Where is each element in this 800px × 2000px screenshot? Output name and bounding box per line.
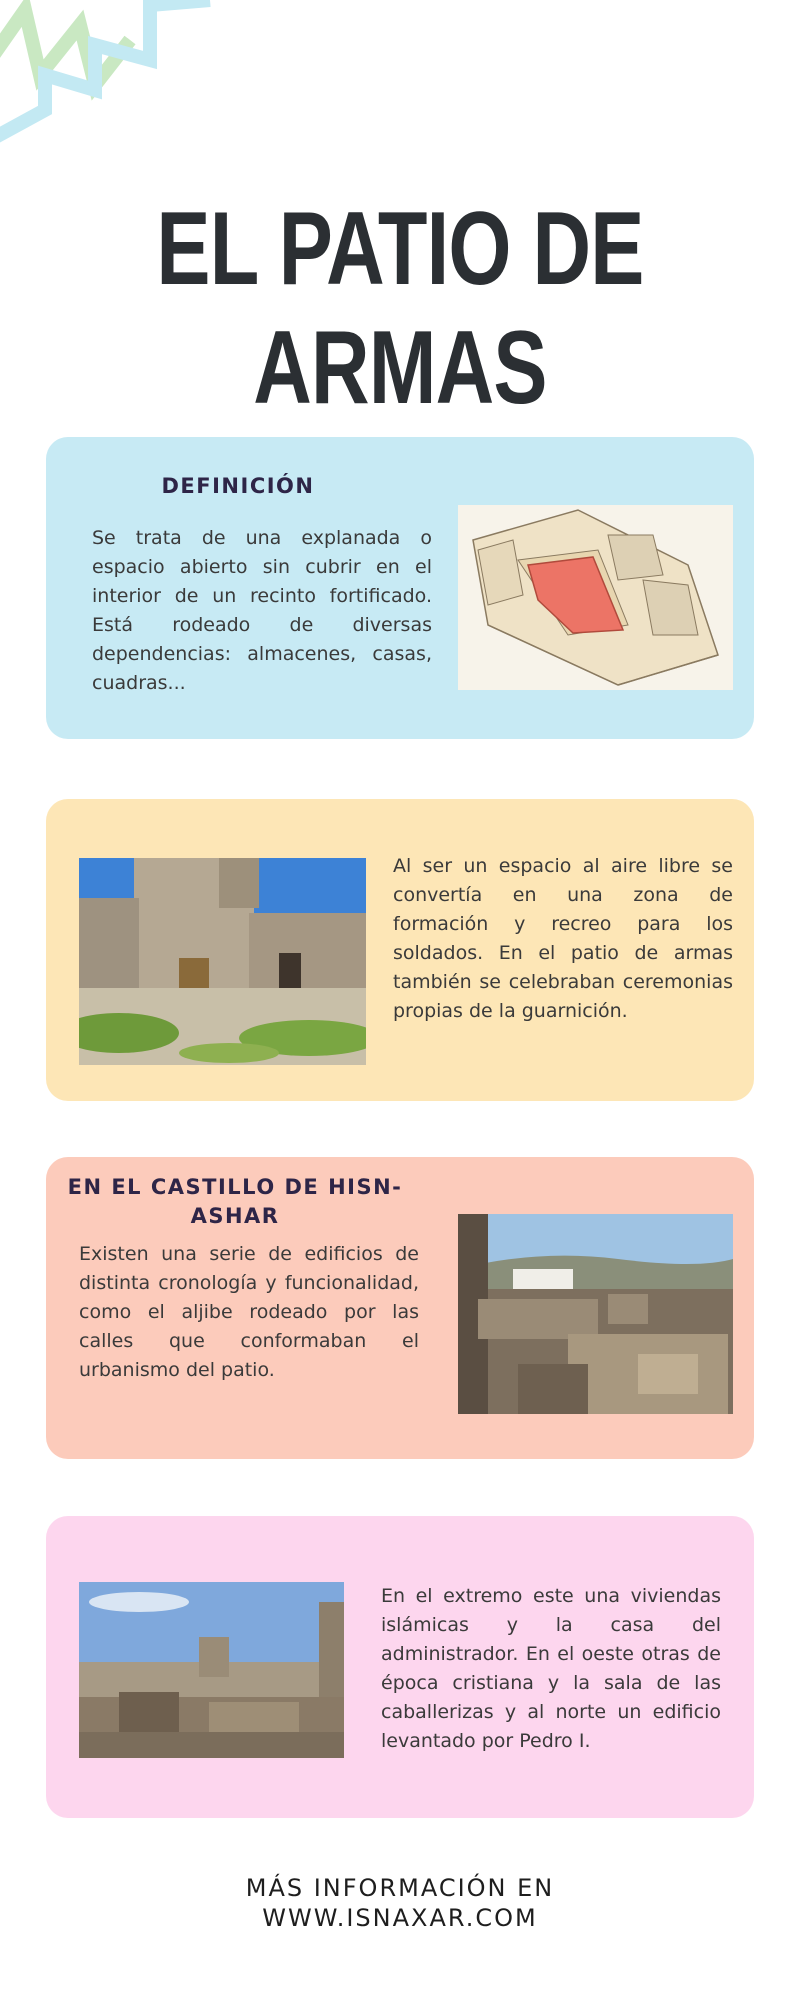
page-title: EL PATIO DE ARMAS (156, 191, 644, 426)
footer-info (0, 1873, 800, 1933)
section-text-castillo: Existen una serie de edificios de distinta cronología y funcionalidad, como el aljibe rodeado por las calles que conformaban el urbanismo del patio. (79, 1243, 419, 1381)
card-formacion (46, 799, 754, 1101)
castle-ruins-photo (458, 1214, 733, 1414)
card-viviendas (46, 1516, 754, 1818)
section-text-definicion: Se trata de una explanada o espacio abierto sin cubrir en el interior de un recinto fortificado. Está rodeado de diversas dependencias: almacenes, casas, cuadras... (92, 527, 432, 694)
footer-website-link[interactable]: WWW.ISNAXAR.COM (262, 1904, 538, 1932)
card-definicion (46, 437, 754, 739)
castle-wall-photo (79, 1582, 344, 1758)
zigzag-decoration (0, 0, 220, 170)
section-text-formacion: Al ser un espacio al aire libre se convertía en una zona de formación y recreo para los soldados. En el patio de armas también se celebraban ceremonias propias de la guarnición. (393, 855, 733, 1022)
castle-diagram-image (458, 505, 733, 690)
courtyard-photo (79, 858, 366, 1065)
section-text-viviendas: En el extremo este una viviendas islámicas y la casa del administrador. En el oeste otras de época cristiana y la sala de las caballerizas y al norte un edificio levantado por Pedro I. (381, 1585, 721, 1752)
section-heading-definicion: DEFINICIÓN (161, 474, 315, 498)
section-heading-castillo: EN EL CASTILLO DE HISN-ASHAR (67, 1175, 403, 1228)
footer-line-1: MÁS INFORMACIÓN EN (245, 1874, 555, 1902)
card-castillo (46, 1157, 754, 1459)
